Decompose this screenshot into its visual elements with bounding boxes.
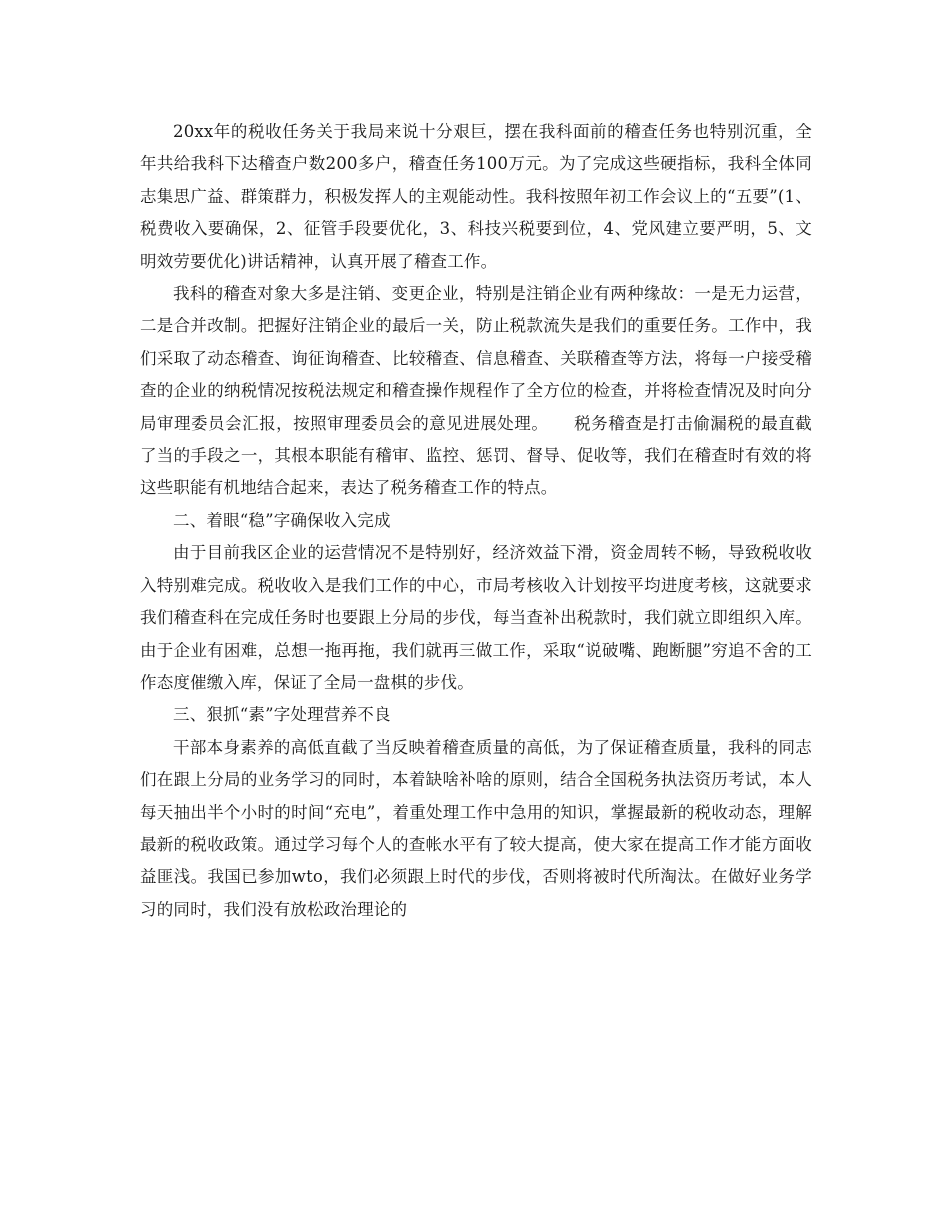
section-heading-stability: 二、着眼“稳”字确保收入完成: [173, 510, 391, 530]
section-heading-quality: 三、狠抓“素”字处理营养不良: [173, 705, 391, 725]
document-body: [140, 116, 812, 926]
paragraph-audit-targets: 我科的稽查对象大多是注销、变更企业，特别是注销企业有两种缘故：一是无力运营，二是合并改制。把握好注销企业的最后一关，防止税款流失是我们的重要任务。工作中，我们采取了动态稽查、询征询稽查、比较稽查、信息稽查、关联稽查等方法，将每一户接受稽查的企业的纳税情况按税法规定和稽查操作规程作了全方位的检查，并将检查情况及时向分局审理委员会汇报，按照审理委员会的意见进展处理。 税务稽查是打击偷漏税的最直截了当的手段之一，其根本职能有稽审、监控、惩罚、督导、促收等，我们在稽查时有效的将这些职能有机地结合起来，表达了税务稽查工作的特点。: [140, 284, 812, 498]
paragraph-task-overview: 20xx年的税收任务关于我局来说十分艰巨，摆在我科面前的稽查任务也特别沉重，全年共给我科下达稽查户数200多户，稽查任务100万元。为了完成这些硬指标，我科全体同志集思广益、群策群力，积极发挥人的主观能动性。我科按照年初工作会议上的“五要”(1、税费收入要确保，2、征管手段要优化，3、科技兴税要到位，4、党风建立要严明，5、文明效劳要优化)讲话精神，认真开展了稽查工作。: [140, 122, 812, 271]
paragraph-revenue-completion: 由于目前我区企业的运营情况不是特别好，经济效益下滑，资金周转不畅，导致税收收入特别难完成。税收收入是我们工作的中心，市局考核收入计划按平均进度考核，这就要求我们稽查科在完成任务时也要跟上分局的步伐，每当查补出税款时，我们就立即组织入库。由于企业有困难，总想一拖再拖，我们就再三做工作，采取“说破嘴、跑断腿”穷追不舍的工作态度催缴入库，保证了全局一盘棋的步伐。: [140, 543, 812, 692]
paragraph-staff-training: 干部本身素养的高低直截了当反映着稽查质量的高低，为了保证稽查质量，我科的同志们在跟上分局的业务学习的同时，本着缺啥补啥的原则，结合全国税务执法资历考试，本人每天抽出半个小时的时间“充电”，着重处理工作中急用的知识，掌握最新的税收动态，理解最新的税收政策。通过学习每个人的查帐水平有了较大提高，使大家在提高工作才能方面收益匪浅。我国已参加wto，我们必须跟上时代的步伐，否则将被时代所淘汰。在做好业务学习的同时，我们没有放松政治理论的: [140, 737, 812, 919]
